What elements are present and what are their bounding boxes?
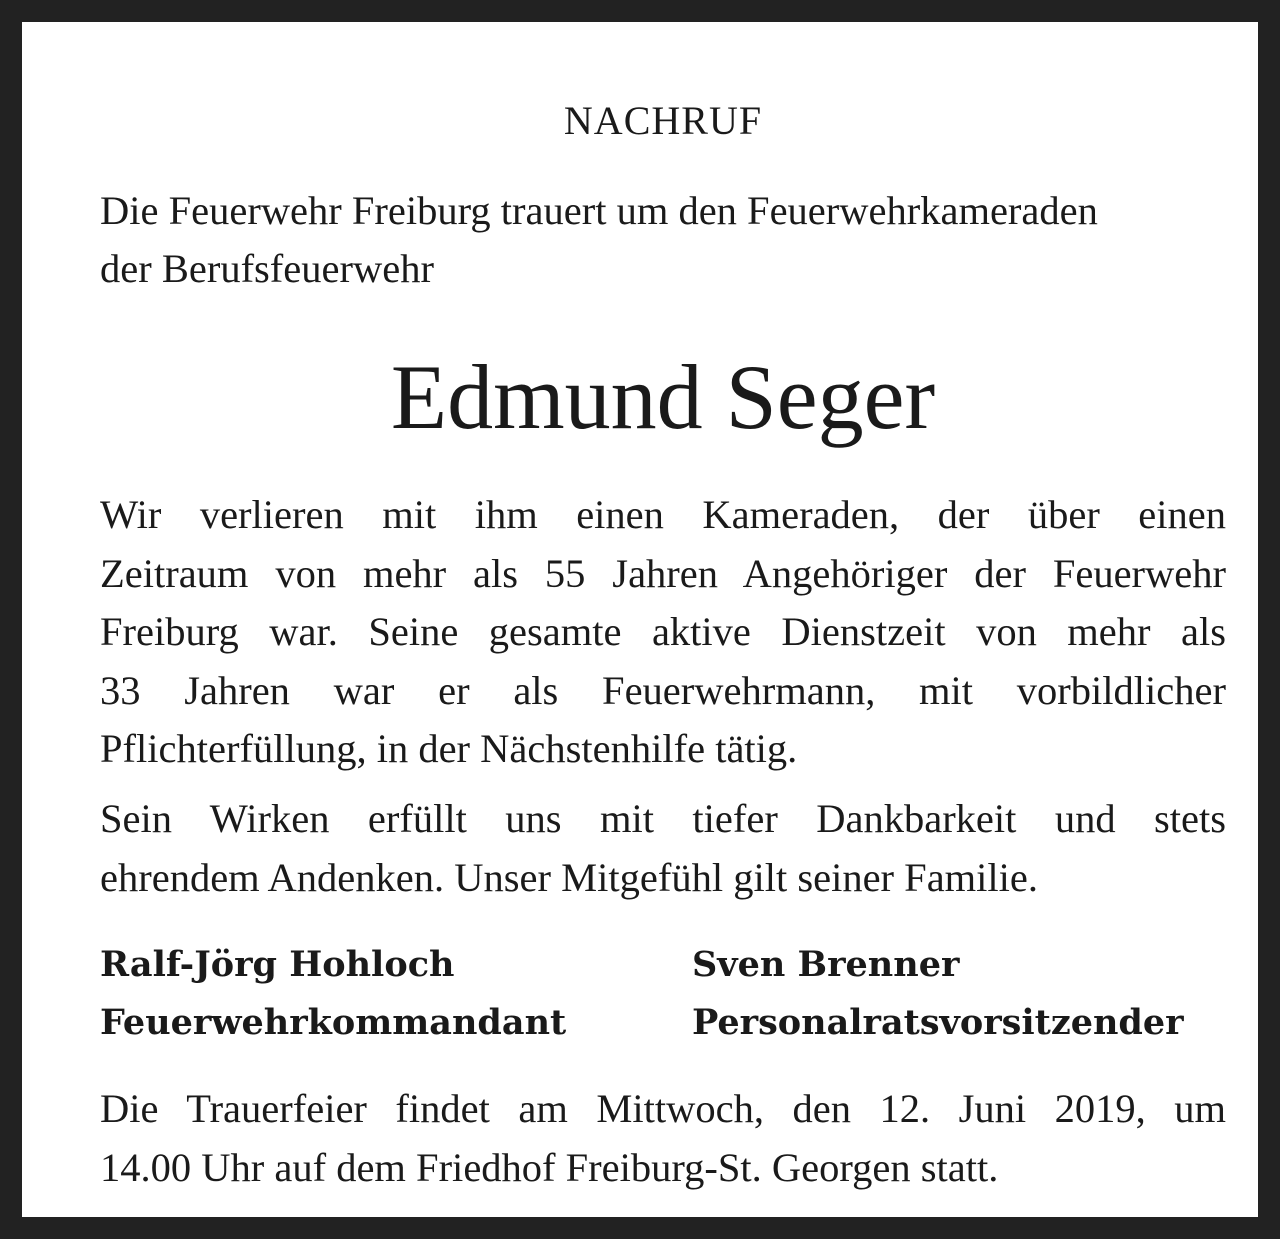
- paragraph-line: Pflichterfüllung, in der Nächstenhilfe tätig.: [100, 726, 798, 771]
- paragraph-line: Wir verlieren mit ihm einen Kameraden, der über einen: [100, 492, 1226, 537]
- paragraph-line: Zeitraum von mehr als 55 Jahren Angehöriger der Feuerwehr: [100, 550, 1226, 596]
- signer-name: Ralf-Jörg Hohloch: [100, 944, 455, 985]
- signer-council-chair: [692, 936, 1184, 1052]
- intro-line: der Berufsfeuerwehr: [100, 246, 434, 291]
- notice-heading: NACHRUF: [563, 98, 763, 143]
- paragraph-line: 14.00 Uhr auf dem Friedhof Freiburg-St. Georgen statt.: [100, 1144, 999, 1190]
- condolence-paragraph: [100, 790, 1226, 907]
- signer-commander: [100, 936, 566, 1052]
- paragraph-line: 33 Jahren war er als Feuerwehrmann, mit vorbildlicher: [100, 667, 1226, 713]
- tribute-paragraph: [100, 486, 1226, 779]
- paragraph-line: Die Trauerfeier findet am Mittwoch, den 12. Juni 2019, um: [100, 1086, 1226, 1131]
- funeral-info: [100, 1080, 1226, 1197]
- signer-title: Personalratsvorsitzender: [692, 1002, 1184, 1043]
- paragraph-line: Freiburg war. Seine gesamte aktive Dienstzeit von mehr als: [100, 609, 1226, 654]
- paragraph-line: Sein Wirken erfüllt uns mit tiefer Dankbarkeit und stets: [100, 796, 1226, 841]
- intro-text: [100, 182, 1226, 298]
- signer-title: Feuerwehrkommandant: [100, 1002, 567, 1043]
- deceased-name: Edmund Seger: [390, 346, 936, 448]
- signer-name: Sven Brenner: [692, 944, 960, 985]
- paragraph-line: ehrendem Andenken. Unser Mitgefühl gilt seiner Familie.: [100, 854, 1039, 900]
- intro-line: Die Feuerwehr Freiburg trauert um den Feuerwehrkameraden: [100, 188, 1098, 233]
